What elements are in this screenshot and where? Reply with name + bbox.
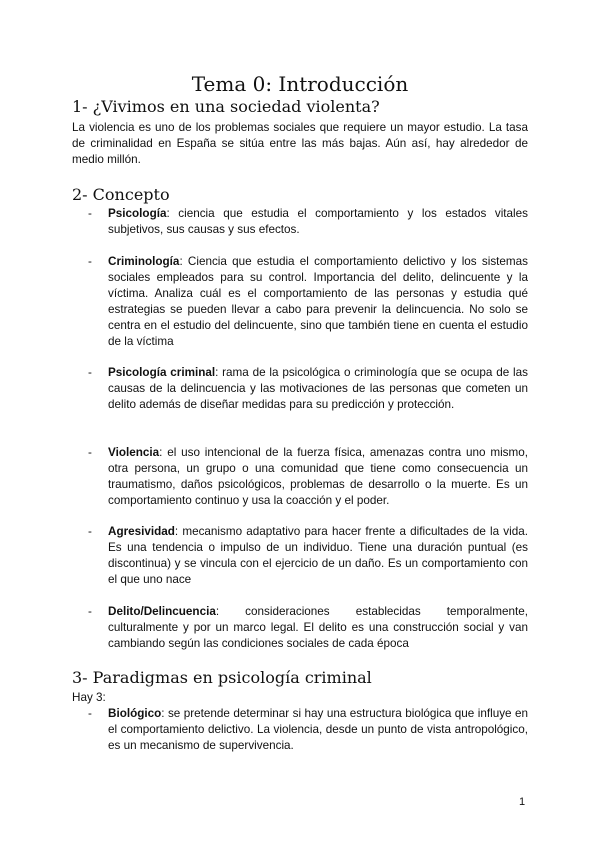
- list-item-agresividad: [88, 524, 528, 588]
- bullet-dash: -: [88, 605, 92, 618]
- section-1-heading: 1- ¿Vivimos en una sociedad violenta?: [72, 97, 380, 116]
- definition: : Ciencia que estudia el comportamiento delictivo y los sistemas sociales empleados para su control. Importancia del delito, delincuente y la víctima. Analiza cuál es el comportamiento de las personas y estudia qué estrategias se pueden llevar a cabo para prevenir la delincuencia. No solo se centra en el estudio del delincuente, sino que también tiene en cuenta el estudio de la víctima: [108, 255, 528, 348]
- definition: : rama de la psicológica o criminología que se ocupa de las causas de la delincuencia y las motivaciones de las personas que cometen un delito además de diseñar medidas para su predicción y protección.: [108, 366, 528, 411]
- section-1-paragraph: La violencia es uno de los problemas sociales que requiere un mayor estudio. La tasa de criminalidad en España se sitúa entre las más bajas. Aún así, hay alrededor de medio millón.: [72, 121, 528, 166]
- list-item-violencia: [88, 445, 528, 509]
- bullet-dash: -: [88, 366, 92, 379]
- definition: : se pretende determinar si hay una estructura biológica que influye en el comportamiento delictivo. La violencia, desde un punto de vista antropológico, es un mecanismo de supervivencia.: [108, 707, 528, 752]
- document-title: Tema 0: Introducción: [191, 72, 409, 96]
- definition: : el uso intencional de la fuerza física, amenazas contra uno mismo, otra persona, un grupo o una comunidad que tiene como consecuencia un traumatismo, daños psicológicos, problemas de desarrollo o la muerte. Es un comportamiento continuo y usa la coacción y el poder.: [108, 446, 528, 507]
- definition: : mecanismo adaptativo para hacer frente a dificultades de la vida. Es una tendencia o impulso de un individuo. Tiene una duración puntual (es discontinua) y se vincula con el ejercicio de un daño. Es un comportamiento con el que uno nace: [108, 525, 528, 586]
- term: Delito/Delincuencia: [108, 605, 216, 618]
- section-2-heading: 2- Concepto: [72, 185, 170, 204]
- page-number: 1: [519, 796, 526, 808]
- section-3-heading: 3- Paradigmas en psicología criminal: [72, 668, 372, 687]
- bullet-dash: -: [88, 207, 92, 220]
- bullet-dash: -: [88, 446, 92, 459]
- term: Psicología criminal: [108, 366, 216, 379]
- list-item-criminologia: [88, 254, 528, 350]
- bullet-dash: -: [88, 525, 92, 538]
- definition: : ciencia que estudia el comportamiento y los estados vitales subjetivos, sus causas y sus efectos.: [108, 207, 528, 236]
- list-item-psicologia: [88, 206, 528, 238]
- definition: : consideraciones establecidas temporalmente, culturalmente y por un marco legal. El delito es una construcción social y van cambiando según las condiciones sociales de cada época: [108, 605, 528, 650]
- term: Violencia: [108, 446, 160, 459]
- term: Psicología: [108, 207, 167, 220]
- term: Criminología: [108, 255, 180, 268]
- term: Biológico: [108, 707, 162, 720]
- list-item-biologico: [88, 706, 528, 754]
- list-item-psicologia-criminal: [88, 365, 528, 413]
- bullet-dash: -: [88, 255, 92, 268]
- section-3-intro: Hay 3:: [72, 691, 106, 704]
- list-item-delito: [88, 604, 528, 652]
- term: Agresividad: [108, 525, 175, 538]
- bullet-dash: -: [88, 707, 92, 720]
